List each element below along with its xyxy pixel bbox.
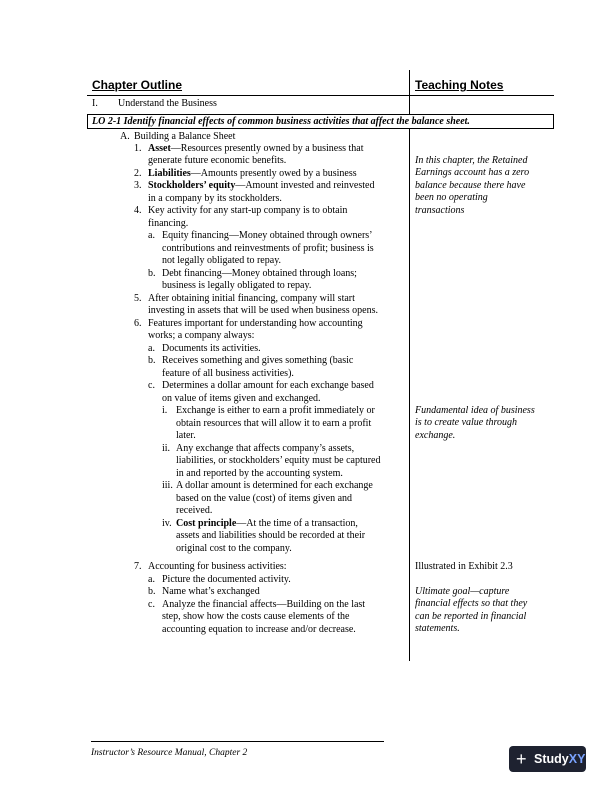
- equity-term: Stockholders’ equity: [148, 180, 236, 191]
- item-6c-num: c.: [148, 380, 155, 391]
- item-7c-l3: accounting equation to increase and/or decrease.: [162, 624, 356, 635]
- studyxy-logo[interactable]: + StudyXY: [509, 746, 586, 772]
- cost-principle-term: Cost principle: [176, 518, 237, 529]
- item-1-num: 1.: [134, 143, 142, 154]
- item-6c-iii-l1: A dollar amount is determined for each exchange: [176, 480, 373, 491]
- item-4b-l2: business is legally obligated to repay.: [162, 280, 312, 291]
- item-6-l1: Features important for understanding how accounting: [148, 318, 363, 329]
- item-6b-l1: Receives something and gives something (basic: [162, 355, 354, 366]
- item-7-num: 7.: [134, 561, 142, 572]
- item-7a-l1: Picture the documented activity.: [162, 574, 291, 585]
- item-5-l2: investing in assets that will be used when business opens.: [148, 305, 378, 316]
- item-4b-l1: Debt financing—Money obtained through loans;: [162, 268, 357, 279]
- item-6-num: 6.: [134, 318, 142, 329]
- item-4a-l3: not legally obligated to repay.: [162, 255, 282, 266]
- item-7c-l2: step, show how the costs cause elements of the: [162, 611, 350, 622]
- teaching-notes-heading: Teaching Notes: [415, 78, 504, 92]
- item-5-l1: After obtaining initial financing, company will start: [148, 293, 355, 304]
- item-6b-l2: feature of all business activities).: [162, 368, 294, 379]
- item-7c-l1: Analyze the financial affects—Building on the last: [162, 599, 366, 610]
- note-ultimate-goal: Ultimate goal—capture financial effects so that they can be reported in financial statements.: [415, 586, 528, 635]
- asset-term: Asset: [148, 143, 171, 154]
- item-6c-i-num: i.: [162, 405, 168, 416]
- item-4-num: 4.: [134, 205, 142, 216]
- item-6c-l2: on value of items given and exchanged.: [162, 393, 321, 404]
- item-6c-ii-num: ii.: [162, 443, 171, 454]
- item-6-l2: works; a company always:: [148, 330, 255, 341]
- item-4-l1: Key activity for any start-up company is to obtain: [148, 205, 348, 216]
- header-rule: [87, 95, 554, 96]
- item-2: Liabilities—Amounts presently owed by a business: [148, 168, 357, 179]
- item-6b-num: b.: [148, 355, 156, 366]
- item-6c-l1: Determines a dollar amount for each exchange based: [162, 380, 374, 391]
- item-4-l2: financing.: [148, 218, 189, 229]
- item-1-cont: generate future economic benefits.: [148, 155, 287, 166]
- item-3: Stockholders’ equity—Amount invested and reinvested: [148, 180, 375, 191]
- chapter-outline-heading: Chapter Outline: [92, 78, 183, 92]
- item-1: Asset—Resources presently owned by a business that: [148, 143, 364, 154]
- item-7a-num: a.: [148, 574, 155, 585]
- column-divider-top: [409, 70, 410, 114]
- plus-icon: +: [516, 749, 527, 769]
- item-6c-ii-l3: in and reported by the accounting system.: [176, 468, 343, 479]
- item-6c-iii-l2: based on the value (cost) of items given and: [176, 493, 353, 504]
- item-4a-l2: contributions and reinvestments of profit; business is: [162, 243, 374, 254]
- item-6c-i-l3: later.: [176, 430, 196, 441]
- outline-A-title: Building a Balance Sheet: [134, 131, 236, 142]
- item-6c-i-l2: obtain resources that will allow it to earn a profit: [176, 418, 372, 429]
- section-title: Understand the Business: [118, 98, 217, 109]
- item-6c-iv-l1: Cost principle—At the time of a transaction,: [176, 518, 358, 529]
- item-6c-ii-l2: liabilities, or stockholders’ equity must be captured: [176, 455, 381, 466]
- item-4a-num: a.: [148, 230, 155, 241]
- item-6c-iv-num: iv.: [162, 518, 172, 529]
- item-7-l1: Accounting for business activities:: [148, 561, 287, 572]
- item-7b-l1: Name what’s exchanged: [162, 586, 260, 597]
- item-6c-iii-num: iii.: [162, 480, 173, 491]
- item-6a-num: a.: [148, 343, 155, 354]
- footer-text: Instructor’s Resource Manual, Chapter 2: [91, 748, 248, 758]
- item-4b-num: b.: [148, 268, 156, 279]
- item-5-num: 5.: [134, 293, 142, 304]
- item-3-cont: in a company by its stockholders.: [148, 193, 282, 204]
- outline-A-label: A.: [120, 131, 130, 142]
- note-retained-earnings: In this chapter, the Retained Earnings account has a zero balance because there have been no operating transactions: [415, 155, 530, 216]
- item-6c-ii-l1: Any exchange that affects company’s assets,: [176, 443, 355, 454]
- item-7c-num: c.: [148, 599, 155, 610]
- footer-rule: [91, 741, 384, 742]
- item-3-num: 3.: [134, 180, 142, 191]
- note-exhibit-reference: Illustrated in Exhibit 2.3: [415, 561, 513, 572]
- item-7b-num: b.: [148, 586, 156, 597]
- section-number: I.: [92, 98, 98, 109]
- learning-objective: LO 2-1 Identify financial effects of common business activities that affect the balance sheet.: [92, 116, 470, 127]
- item-6c-iii-l3: received.: [176, 505, 213, 516]
- item-6c-iv-l3: original cost to the company.: [176, 543, 292, 554]
- item-2-num: 2.: [134, 168, 142, 179]
- item-4a-l1: Equity financing—Money obtained through owners’: [162, 230, 373, 241]
- column-divider-main: [409, 129, 410, 661]
- liabilities-term: Liabilities: [148, 168, 191, 179]
- item-6c-iv-l2: assets and liabilities should be recorded at their: [176, 530, 366, 541]
- item-6c-i-l1: Exchange is either to earn a profit immediately or: [176, 405, 375, 416]
- note-fundamental-idea: Fundamental idea of business is to create value through exchange.: [415, 405, 535, 441]
- item-6a-l1: Documents its activities.: [162, 343, 261, 354]
